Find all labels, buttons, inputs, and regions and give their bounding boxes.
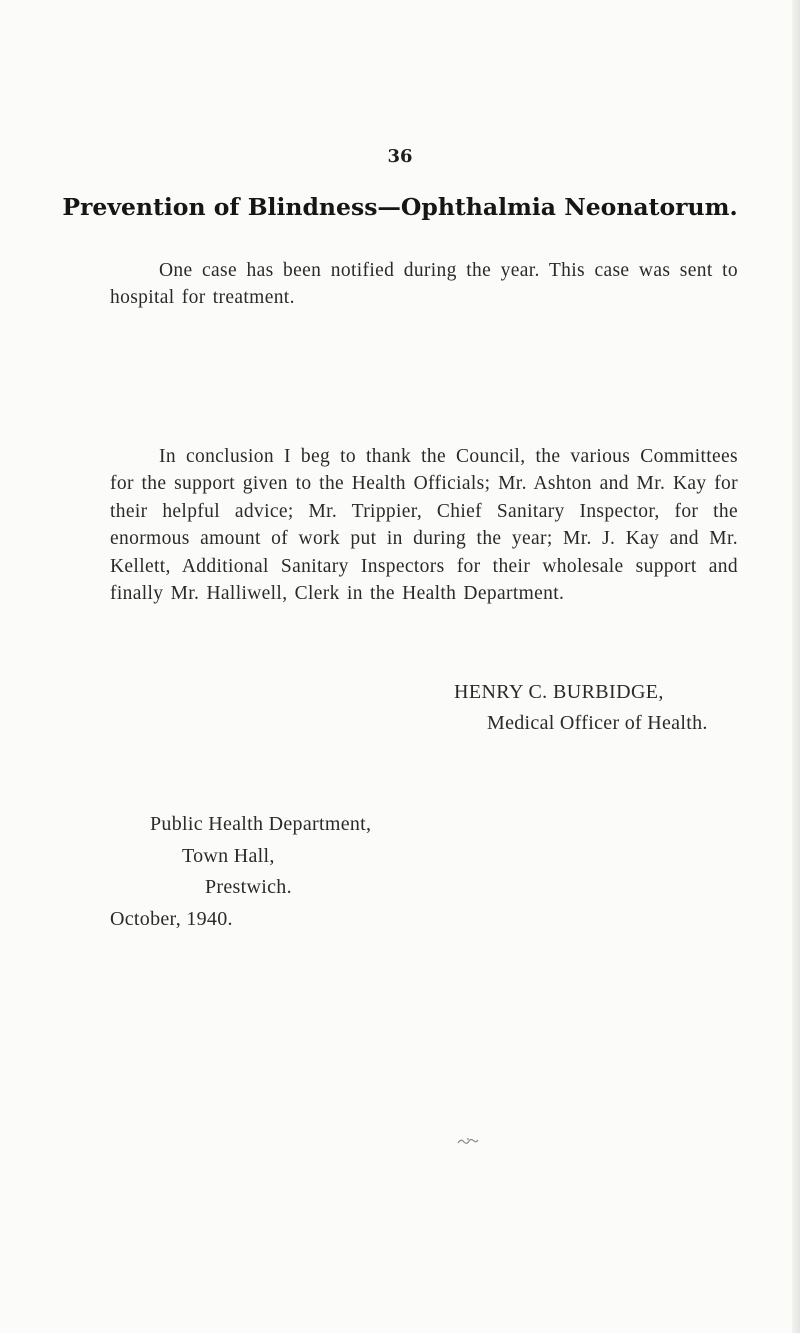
- printer-ornament-icon: [457, 1137, 479, 1146]
- section-heading: Prevention of Blindness—Ophthalmia Neonatorum.: [62, 193, 738, 221]
- signature-name: HENRY C. BURBIDGE,: [454, 681, 664, 703]
- paragraph-notification: One case has been notified during the year. This case was sent to hospital for treatment.: [110, 259, 738, 309]
- address-department: Public Health Department,: [150, 813, 372, 835]
- paragraph-conclusion: In conclusion I beg to thank the Council, the various Committees for the support given to the Health Officials; Mr. Ashton and Mr. Kay for their helpful advice; Mr. Trippier, Chief Sanitary Inspector, for the enormous amount of work put in during the year; Mr. J. Kay and Mr. Kellett, Additional Sanitary Inspectors for their wholesale support and finally Mr. Halliwell, Clerk in the Health Department.: [110, 445, 738, 605]
- page-number: 36: [387, 146, 413, 167]
- address-town-hall: Town Hall,: [182, 845, 275, 867]
- signature-title: Medical Officer of Health.: [487, 712, 708, 734]
- address-town: Prestwich.: [205, 876, 292, 898]
- address-date: October, 1940.: [110, 908, 233, 930]
